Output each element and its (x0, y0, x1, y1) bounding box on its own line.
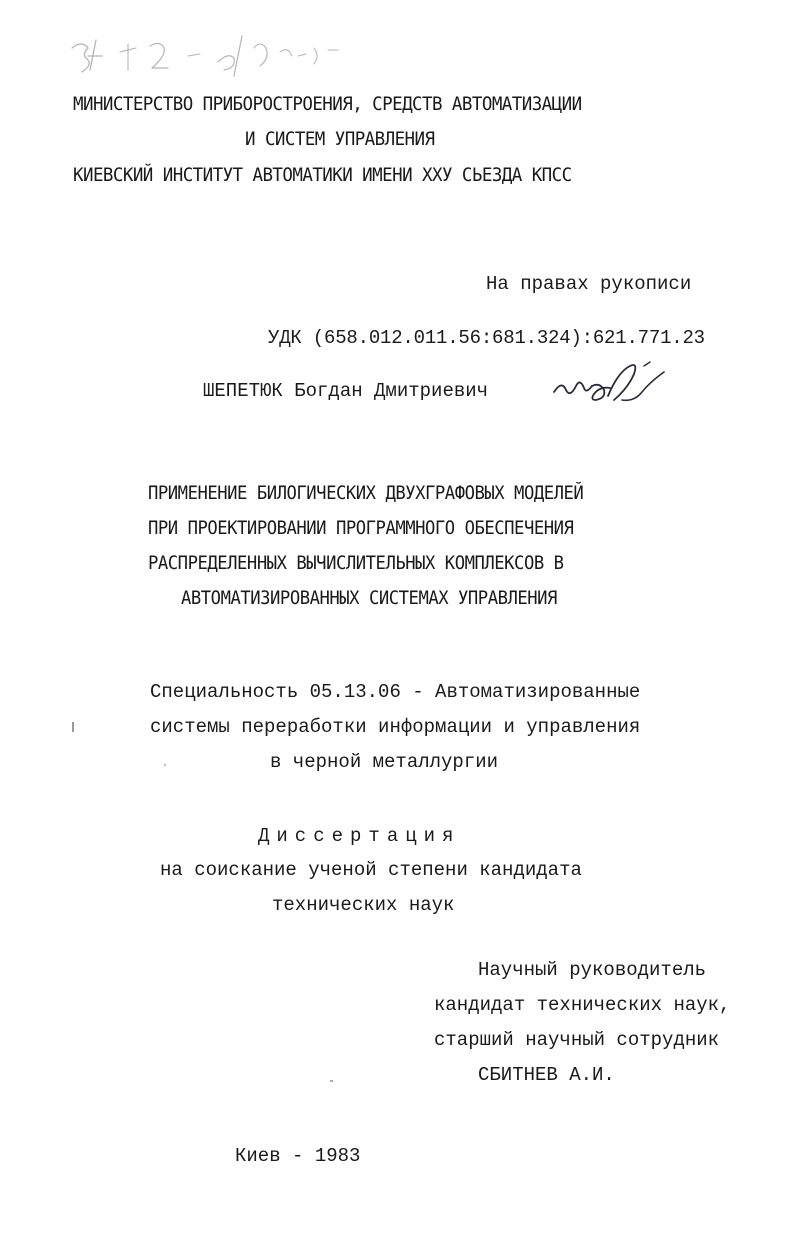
specialty-line-1: Специальность 05.13.06 - Автоматизированные (150, 681, 641, 703)
title-line-2: ПРИ ПРОЕКТИРОВАНИИ ПРОГРАММНОГО ОБЕСПЕЧЕНИЯ (148, 518, 574, 539)
specialty-line-2: системы переработки информации и управления (150, 716, 641, 738)
title-line-1: ПРИМЕНЕНИЕ БИЛОГИЧЕСКИХ ДВУХГРАФОВЫХ МОДЕЛЕЙ (148, 483, 584, 504)
dissertation-heading: Диссертация (258, 825, 461, 847)
institute-line: КИЕВСКИЙ ИНСТИТУТ АВТОМАТИКИ ИМЕНИ ХХУ СЬЕЗДА КПСС (73, 164, 572, 186)
supervisor-name: СБИТНЕВ А.И. (478, 1064, 615, 1086)
scan-speck (164, 764, 166, 766)
supervisor-label: Научный руководитель (478, 959, 707, 981)
scan-speck (72, 722, 74, 732)
ministry-line-1: МИНИСТЕРСТВО ПРИБОРОСТРОЕНИЯ, СРЕДСТВ АВТОМАТИЗАЦИИ (73, 93, 582, 115)
author-signature (548, 356, 678, 416)
supervisor-degree: кандидат технических наук, (434, 994, 731, 1016)
ministry-line-2: И СИСТЕМ УПРАВЛЕНИЯ (245, 128, 435, 150)
specialty-line-3: в черной металлургии (270, 751, 499, 773)
dissertation-line-1: на соискание ученой степени кандидата (160, 859, 582, 881)
supervisor-position: старший научный сотрудник (434, 1029, 720, 1051)
scan-speck (330, 1080, 333, 1082)
title-line-3: РАСПРЕДЕЛЕННЫХ ВЫЧИСЛИТЕЛЬНЫХ КОМПЛЕКСОВ В (148, 553, 564, 574)
place-year: Киев - 1983 (235, 1145, 361, 1167)
pencil-archive-mark (58, 26, 358, 86)
rights-note: На правах рукописи (486, 273, 692, 295)
author-name: ШЕПЕТЮК Богдан Дмитриевич (203, 380, 489, 402)
dissertation-line-2: технических наук (272, 894, 455, 916)
title-line-4: АВТОМАТИЗИРОВАННЫХ СИСТЕМАХ УПРАВЛЕНИЯ (181, 588, 557, 609)
udc-code: УДК (658.012.011.56:681.324):621.771.23 (268, 327, 705, 349)
